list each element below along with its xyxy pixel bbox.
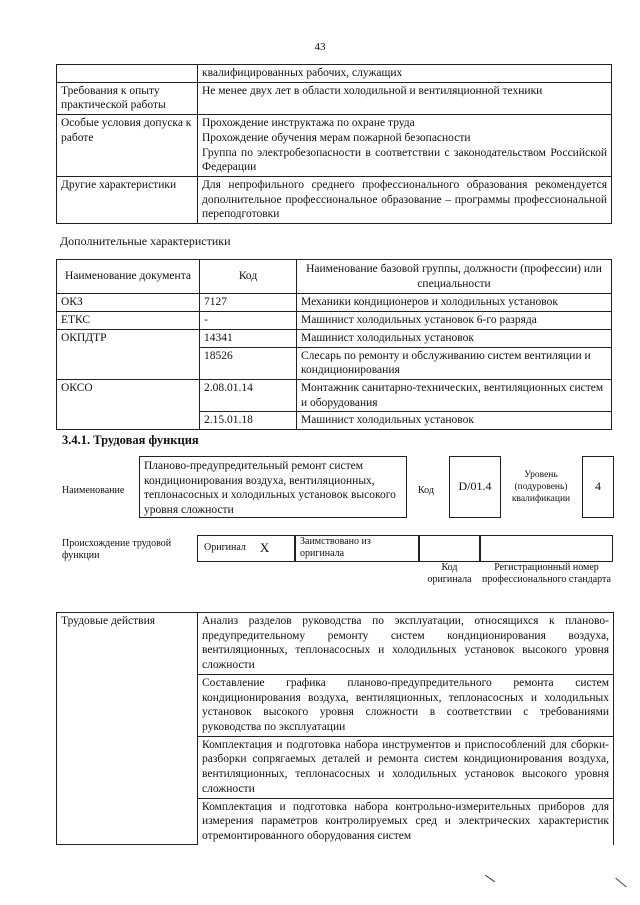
name-label: Наименование [62,485,125,496]
name-cell: Машинист холодильных установок [297,329,612,347]
row-value-group [198,115,612,177]
actions-label: Трудовые действия [57,613,198,845]
doc-cell: ОКПДТР [57,329,200,379]
row-label: Другие характеристики [57,177,198,224]
table-row [57,329,612,347]
reg-number-cell [480,535,613,562]
action-item: Комплектация и подготовка набора контрольно-измерительных приборов для измерения параметров контролируемых сред и электрических характеристик отремонтированного оборудования систем [198,798,614,845]
name-cell: Машинист холодильных установок 6-го разряда [297,312,612,330]
table-row [57,380,612,412]
table-header-row [57,260,612,294]
table-row [57,65,612,83]
code-cell: 2.08.01.14 [200,380,297,412]
origin-label: Происхождение трудовой функции [62,538,172,561]
row-value: Группа по электробезопасности в соответствии с законодательством Российской Федерации [202,146,607,174]
row-value: Прохождение инструктажа по охране труда [202,117,415,130]
scan-mark [485,875,495,883]
code-label: Код [418,485,434,496]
name-cell: Слесарь по ремонту и обслуживанию систем вентиляции и кондиционирования [297,347,612,379]
code-cell: 2.15.01.18 [200,412,297,430]
original-label: Оригинал [204,542,246,554]
action-item: Составление графика планово-предупредительного ремонта систем кондиционирования воздуха, вентиляционных, теплонасосных и холодильных установок высокого уровня сложности в соответствии с требованиями руководства по эксплуатации [198,674,614,736]
function-code-box: D/01.4 [449,456,501,518]
code-cell: 14341 [200,329,297,347]
row-value: Не менее двух лет в области холодильной и вентиляционной техники [198,82,612,114]
original-cell [197,535,295,562]
doc-cell: ОКСО [57,380,200,430]
code-original-cell [419,535,480,562]
qualification-table [56,64,612,224]
level-label: Уровень (подуровень) квалификации [511,470,571,504]
code-original-label: Код оригинала [427,562,472,585]
function-level-box: 4 [582,456,614,518]
table-row [57,115,612,177]
table-row [57,312,612,330]
labor-actions-table [56,612,614,845]
header-name: Наименование базовой группы, должности (профессии) или специальности [297,260,612,294]
row-label: Особые условия допуска к работе [57,115,198,177]
header-code: Код [200,260,297,294]
function-name-box: Планово-предупредительный ремонт систем кондиционирования воздуха, вентиляционных, теплонасосных и холодильных установок высокого уровня сложности [139,456,407,518]
row-value: Для непрофильного среднего профессионального образования рекомендуется дополнительное профессиональное образование – программы профессиональной переподготовки [198,177,612,224]
labor-function-title: 3.4.1. Трудовая функция [62,433,199,447]
doc-cell: ОКЗ [57,294,200,312]
header-document: Наименование документа [57,260,200,294]
additional-characteristics-title: Дополнительные характеристики [60,234,231,248]
reg-number-label: Регистрационный номер профессионального стандарта [482,562,611,585]
action-item: Комплектация и подготовка набора инструментов и приспособлений для сборки-разборки сопрягаемых деталей и ремонта систем кондиционирования воздуха, вентиляционных, теплонасосных и холодильных установок высокого уровня сложности [198,736,614,798]
additional-characteristics-table [56,259,612,430]
code-cell: 7127 [200,294,297,312]
empty-label-cell [57,65,198,83]
name-cell: Машинист холодильных установок [297,412,612,430]
row-value: Прохождение обучения мерам пожарной безопасности [202,131,471,144]
table-row [57,294,612,312]
borrowed-cell: Заимствовано из оригинала [295,535,419,562]
row-label: Требования к опыту практической работы [57,82,198,114]
table-row [57,613,614,675]
page-number: 43 [314,41,326,53]
name-cell: Монтажник санитарно-технических, вентиляционных систем и оборудования [297,380,612,412]
name-cell: Механики кондиционеров и холодильных установок [297,294,612,312]
table-row [57,82,612,114]
code-cell: 18526 [200,347,297,379]
scan-mark [615,878,626,888]
table-row [57,177,612,224]
action-item: Анализ разделов руководства по эксплуатации, относящихся к планово-предупредительному ремонту систем кондиционирования воздуха, вентиляционных, теплонасосных и холодильных установок высокого уровня сложности [198,613,614,675]
doc-cell: ЕТКС [57,312,200,330]
original-mark: X [259,540,270,556]
code-cell: - [200,312,297,330]
continuation-cell: квалифицированных рабочих, служащих [198,65,612,83]
